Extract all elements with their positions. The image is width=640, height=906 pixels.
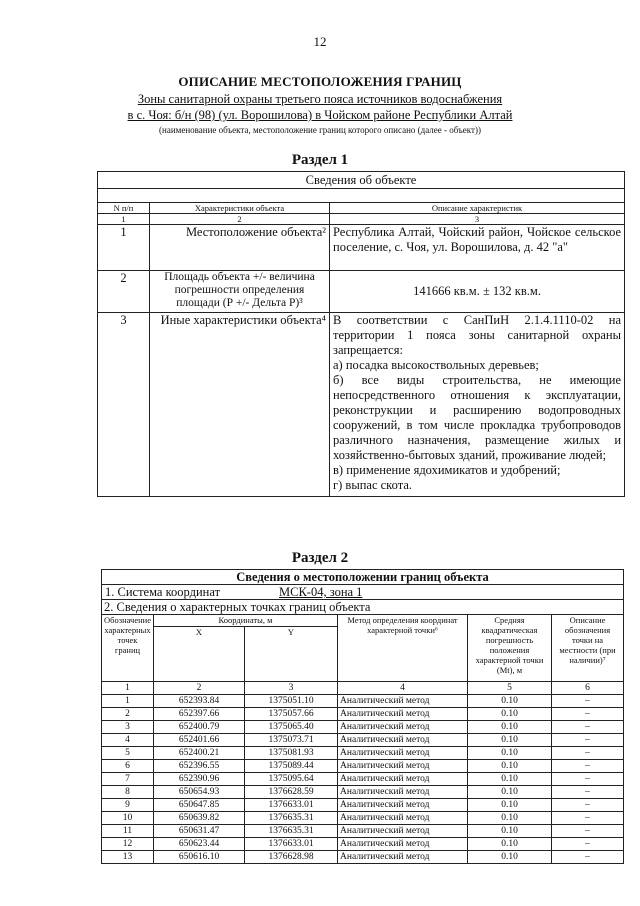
point-x: 652396.55: [154, 760, 245, 773]
point-y: 1375089.44: [245, 760, 338, 773]
col-number: 6: [552, 682, 624, 695]
point-error: 0.10: [468, 773, 552, 786]
col-header-n: N п/п: [98, 203, 150, 214]
point-method: Аналитический метод: [338, 760, 468, 773]
subtitle-line-1: Зоны санитарной охраны третьего пояса источников водоснабжения: [137, 92, 503, 106]
point-error: 0.10: [468, 747, 552, 760]
point-y: 1375095.64: [245, 773, 338, 786]
point-error: 0.10: [468, 812, 552, 825]
point-error: 0.10: [468, 838, 552, 851]
point-method: Аналитический метод: [338, 838, 468, 851]
point-x: 652400.21: [154, 747, 245, 760]
col-header-characteristic: Характеристики объекта: [150, 203, 330, 214]
point-x: 652401.66: [154, 734, 245, 747]
row-number: 1: [98, 225, 150, 271]
point-x: 650623.44: [154, 838, 245, 851]
point-y: 1375081.93: [245, 747, 338, 760]
table-row: [102, 825, 624, 838]
section-2-heading: Раздел 2: [291, 550, 349, 566]
point-description: –: [552, 825, 624, 838]
point-error: 0.10: [468, 695, 552, 708]
section-1-table-title: Сведения об объекте: [98, 172, 625, 189]
point-x: 652400.79: [154, 721, 245, 734]
point-y: 1375057.66: [245, 708, 338, 721]
table-row: [98, 225, 625, 271]
point-x: 650654.93: [154, 786, 245, 799]
point-description: –: [552, 851, 624, 864]
point-method: Аналитический метод: [338, 786, 468, 799]
section-1-table: [97, 171, 625, 497]
col-number: 1: [98, 214, 150, 225]
row-characteristic: Площадь объекта +/- величина погрешности определения площади (Р +/- Дельта Р)³: [150, 271, 330, 313]
point-number: 10: [102, 812, 154, 825]
table-row: [102, 708, 624, 721]
col-header-description: Описание обозначения точки на местности (при наличии)⁷: [552, 615, 624, 682]
point-number: 12: [102, 838, 154, 851]
point-y: 1376633.01: [245, 799, 338, 812]
row-characteristic: Местоположение объекта²: [150, 225, 330, 271]
point-y: 1375065.40: [245, 721, 338, 734]
col-header-error: Средняя квадратическая погрешность положения характерной точки (Mt), м: [468, 615, 552, 682]
title-caption: (наименование объекта, местоположение границ которого описано (далее - объект)): [159, 125, 481, 135]
page-number: 12: [313, 34, 327, 49]
value-line: г) выпас скота.: [333, 478, 412, 492]
col-header-method: Метод определения координат характерной точки⁶: [338, 615, 468, 682]
point-method: Аналитический метод: [338, 799, 468, 812]
point-method: Аналитический метод: [338, 708, 468, 721]
table-row: [102, 851, 624, 864]
point-description: –: [552, 760, 624, 773]
document-title: ОПИСАНИЕ МЕСТОПОЛОЖЕНИЯ ГРАНИЦ: [178, 74, 462, 89]
table-row: [98, 271, 625, 313]
point-y: 1376633.01: [245, 838, 338, 851]
col-number: 3: [245, 682, 338, 695]
col-number: 2: [154, 682, 245, 695]
point-description: –: [552, 799, 624, 812]
point-error: 0.10: [468, 760, 552, 773]
row-characteristic: Иные характеристики объекта⁴: [150, 313, 330, 497]
col-header-designation: Обозначение характерных точек границ: [102, 615, 154, 682]
point-x: 650616.10: [154, 851, 245, 864]
point-method: Аналитический метод: [338, 851, 468, 864]
point-number: 5: [102, 747, 154, 760]
point-number: 11: [102, 825, 154, 838]
col-header-y: Y: [245, 627, 338, 682]
point-number: 13: [102, 851, 154, 864]
point-method: Аналитический метод: [338, 825, 468, 838]
point-error: 0.10: [468, 786, 552, 799]
point-description: –: [552, 838, 624, 851]
point-error: 0.10: [468, 734, 552, 747]
section-2-table: [101, 569, 624, 864]
point-number: 1: [102, 695, 154, 708]
point-x: 650647.85: [154, 799, 245, 812]
coord-system-value: МСК-04, зона 1: [279, 585, 363, 599]
point-y: 1376628.98: [245, 851, 338, 864]
point-error: 0.10: [468, 799, 552, 812]
point-method: Аналитический метод: [338, 747, 468, 760]
section-1-heading: Раздел 1: [291, 152, 349, 168]
point-y: 1376628.59: [245, 786, 338, 799]
row-value: Республика Алтай, Чойский район, Чойское сельское поселение, с. Чоя, ул. Ворошилова, д. 42 "а": [330, 225, 625, 271]
col-number: 2: [150, 214, 330, 225]
col-header-x: X: [154, 627, 245, 682]
point-error: 0.10: [468, 825, 552, 838]
col-number: 4: [338, 682, 468, 695]
col-number: 3: [330, 214, 625, 225]
point-error: 0.10: [468, 721, 552, 734]
point-error: 0.10: [468, 851, 552, 864]
row-value: 141666 кв.м. ± 132 кв.м.: [330, 271, 625, 313]
point-description: –: [552, 786, 624, 799]
section-2-table-title: Сведения о местоположении границ объекта: [102, 570, 624, 585]
points-title: 2. Сведения о характерных точках границ объекта: [102, 600, 624, 615]
point-number: 2: [102, 708, 154, 721]
row-number: 2: [98, 271, 150, 313]
table-row: [102, 812, 624, 825]
point-number: 7: [102, 773, 154, 786]
col-number: 5: [468, 682, 552, 695]
point-number: 4: [102, 734, 154, 747]
point-method: Аналитический метод: [338, 721, 468, 734]
value-line: б) все виды строительства, не имеющие непосредственного отношения к эксплуатации, реконструкции и расширению водопроводных сооружений, в том числе прокладка трубопроводов различного назначения, размещение жилых и хозяйственно-бытовых зданий, проживание людей;: [333, 373, 622, 462]
table-row: [102, 760, 624, 773]
table-row: [102, 838, 624, 851]
point-method: Аналитический метод: [338, 812, 468, 825]
points-body: [102, 695, 624, 864]
point-method: Аналитический метод: [338, 695, 468, 708]
point-method: Аналитический метод: [338, 734, 468, 747]
row-value-list: [330, 313, 625, 497]
point-description: –: [552, 773, 624, 786]
point-description: –: [552, 812, 624, 825]
point-y: 1375073.71: [245, 734, 338, 747]
point-description: –: [552, 734, 624, 747]
point-x: 652397.66: [154, 708, 245, 721]
point-x: 652393.84: [154, 695, 245, 708]
point-number: 8: [102, 786, 154, 799]
point-description: –: [552, 721, 624, 734]
table-row: [102, 773, 624, 786]
table-row: [102, 734, 624, 747]
point-error: 0.10: [468, 708, 552, 721]
table-row: [98, 313, 625, 497]
coord-system-label: 1. Система координат: [105, 585, 221, 599]
table-row: [102, 721, 624, 734]
table-row: [102, 799, 624, 812]
col-number: 1: [102, 682, 154, 695]
point-x: 650639.82: [154, 812, 245, 825]
value-line: в) применение ядохимикатов и удобрений;: [333, 463, 561, 477]
table-row: [102, 786, 624, 799]
table-row: [102, 747, 624, 760]
point-y: 1376635.31: [245, 825, 338, 838]
point-description: –: [552, 747, 624, 760]
value-line: В соответствии с СанПиН 2.1.4.1110-02 на территории 1 пояса зоны санитарной охраны запрещается:: [333, 313, 622, 357]
point-x: 650631.47: [154, 825, 245, 838]
point-number: 3: [102, 721, 154, 734]
value-line: а) посадка высокоствольных деревьев;: [333, 358, 539, 372]
row-number: 3: [98, 313, 150, 497]
table-row: [102, 695, 624, 708]
point-y: 1375051.10: [245, 695, 338, 708]
point-y: 1376635.31: [245, 812, 338, 825]
subtitle-line-2: в с. Чоя: б/н (98) (ул. Ворошилова) в Чойском районе Республики Алтай: [127, 108, 513, 122]
point-x: 652390.96: [154, 773, 245, 786]
point-method: Аналитический метод: [338, 773, 468, 786]
point-number: 6: [102, 760, 154, 773]
point-description: –: [552, 695, 624, 708]
col-header-coords: Координаты, м: [154, 615, 338, 627]
point-description: –: [552, 708, 624, 721]
point-number: 9: [102, 799, 154, 812]
col-header-description: Описание характеристик: [330, 203, 625, 214]
